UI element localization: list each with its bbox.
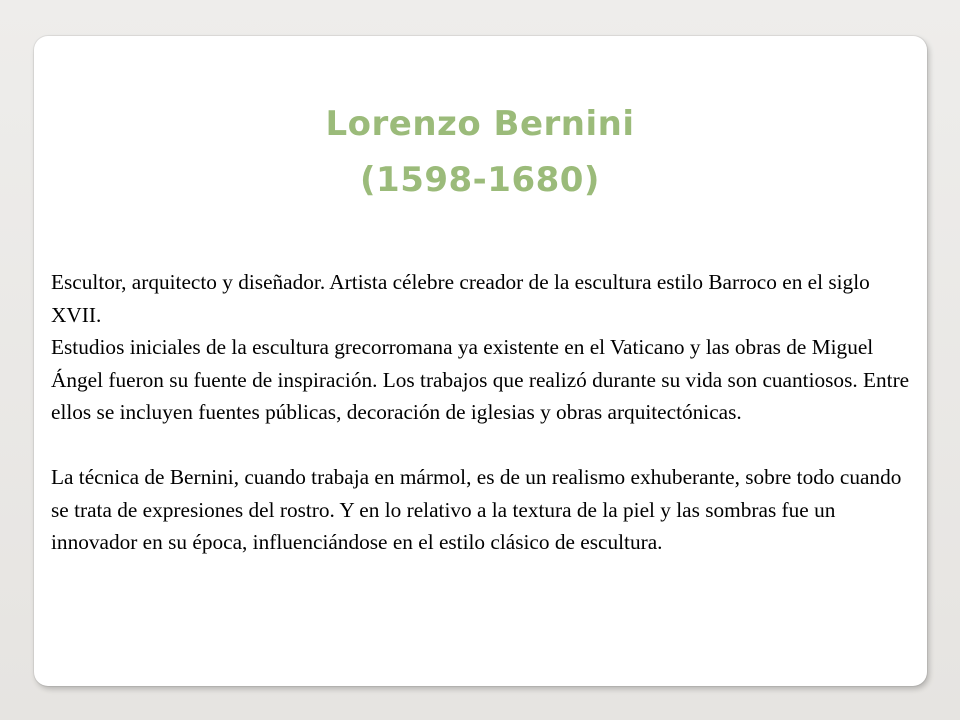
title-name: Lorenzo Bernini <box>325 104 635 144</box>
title-dates: (1598-1680) <box>360 160 600 200</box>
slide-body <box>51 266 921 559</box>
paragraph-intro: Escultor, arquitecto y diseñador. Artista célebre creador de la escultura estilo Barroco en el siglo XVII. <box>51 270 870 327</box>
paragraph-studies: Estudios iniciales de la escultura grecorromana ya existente en el Vaticano y las obras de Miguel Ángel fueron su fuente de inspiración. Los trabajos que realizó durante su vida son cuantiosos. Entre ellos se incluyen fuentes públicas, decoración de iglesias y obras arquitectónicas. <box>51 335 910 424</box>
slide-title <box>0 96 960 208</box>
paragraph-spacer <box>51 429 921 462</box>
paragraph-technique: La técnica de Bernini, cuando trabaja en mármol, es de un realismo exhuberante, sobre todo cuando se trata de expresiones del rostro. Y en lo relativo a la textura de la piel y las sombras fue un innovador en su época, influenciándose en el estilo clásico de escultura. <box>51 465 902 554</box>
